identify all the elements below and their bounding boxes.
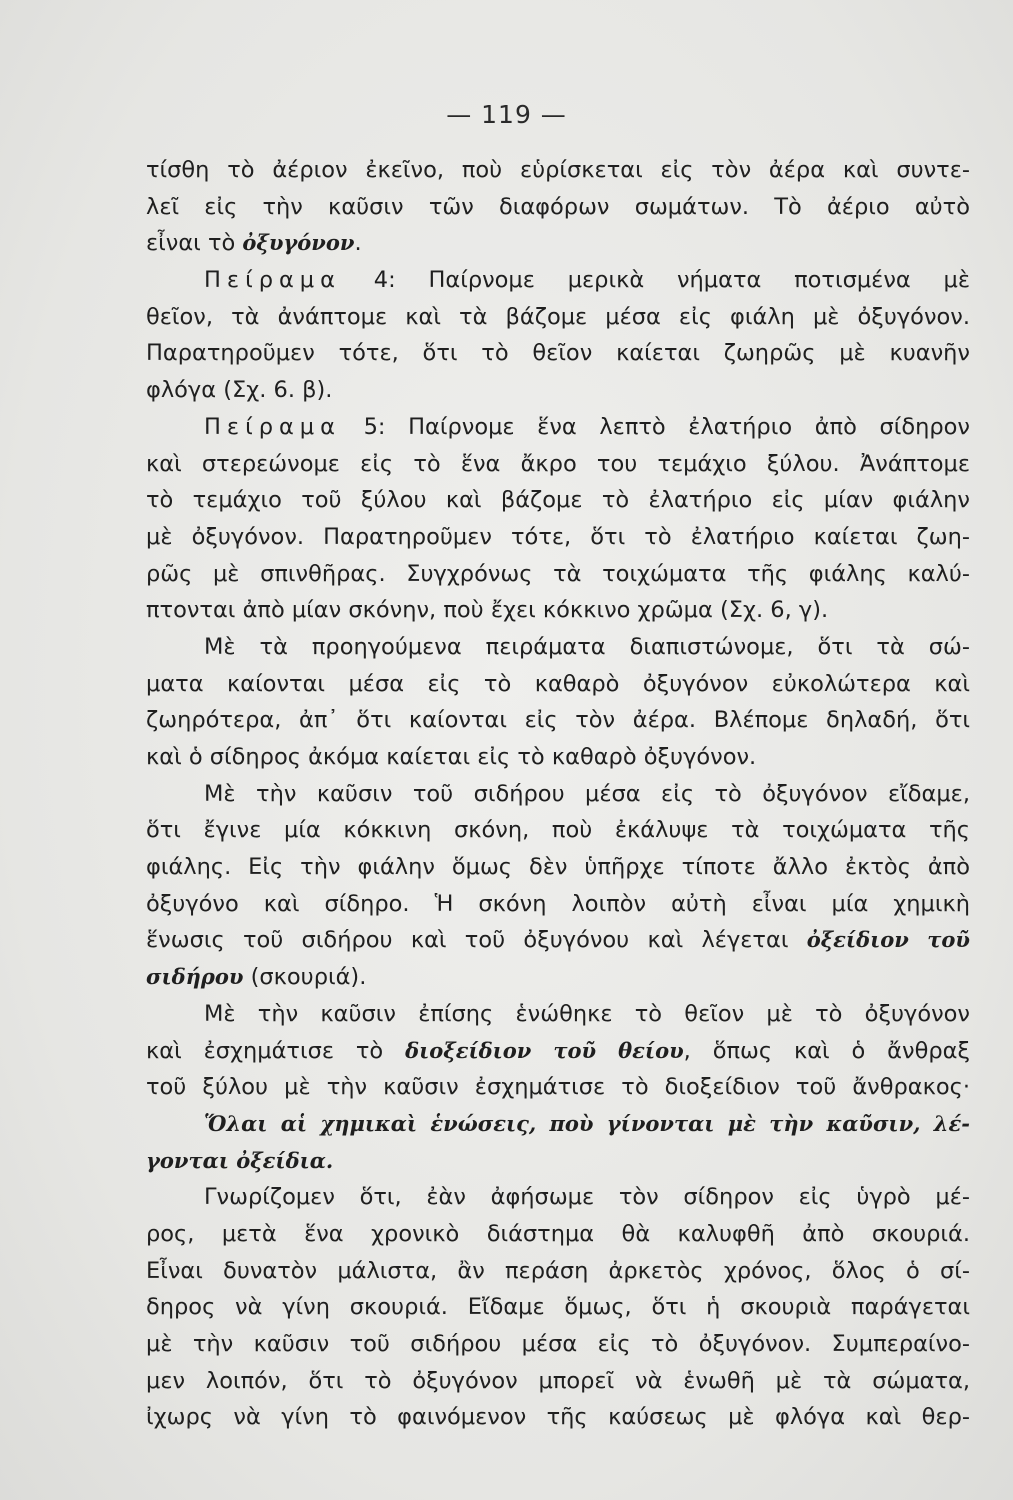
term-iron-oxide-cont: σιδήρου — [146, 964, 244, 990]
text-line: λεῖ εἰς τὴν καῦσιν τῶν διαφόρων σωμάτων. Τὸ ἀέριο αὐτὸ — [146, 193, 970, 220]
text-line: σιδήρου (σκουριά). — [146, 964, 367, 991]
text-line: τίσθη τὸ ἀέριον ἐκεῖνο, ποὺ εὑρίσκεται εἰς τὸν ἀέρα καὶ συντε- — [146, 157, 970, 183]
text-line: τοῦ ξύλου μὲ τὴν καῦσιν ἐσχημάτισε τὸ διοξείδιον τοῦ ἄνθρακος· — [146, 1074, 970, 1101]
text-line: ἕνωσις τοῦ σιδήρου καὶ τοῦ ὀξυγόνου καὶ λέγεται ὀξείδιον τοῦ — [146, 927, 970, 954]
text-line: Εἶναι δυνατὸν μάλιστα, ἂν περάση ἀρκετὸς χρόνος, ὅλος ὁ σί- — [146, 1257, 970, 1284]
text-line: μὲ ὀξυγόνον. Παρατηροῦμεν τότε, ὅτι τὸ ἐλατήριο καίεται ζωη- — [146, 523, 970, 550]
text-line: μὲ τὴν καῦσιν τοῦ σιδήρου μέσα εἰς τὸ ὀξυγόνον. Συμπεραίνο- — [146, 1331, 970, 1357]
text-line: καὶ ἐσχημάτισε τὸ διοξείδιον τοῦ θείου, ὅπως καὶ ὁ ἄνθραξ — [146, 1037, 970, 1064]
text-line: ὅτι ἔγινε μία κόκκινη σκόνη, ποὺ ἐκάλυψε τὰ τοιχώματα τῆς — [146, 817, 970, 844]
text-line: ὀξυγόνο καὶ σίδηρο. Ἡ σκόνη λοιπὸν αὐτὴ εἶναι μία χημικὴ — [146, 890, 970, 917]
text-line: Μὲ τὴν καῦσιν ἐπίσης ἑνώθηκε τὸ θεῖον μὲ τὸ ὀξυγόνον — [204, 1000, 970, 1027]
text-line: ματα καίονται μέσα εἰς τὸ καθαρὸ ὀξυγόνον εὐκολώτερα καὶ — [146, 670, 970, 697]
text-line: πτονται ἀπὸ μίαν σκόνην, ποὺ ἔχει κόκκινο χρῶμα (Σχ. 6, γ). — [146, 597, 829, 624]
text-line: ἰχωρς νὰ γίνη τὸ φαινόμενον τῆς καύσεως μὲ φλόγα καὶ θερ- — [146, 1404, 970, 1431]
text-line: Παρατηροῦμεν τότε, ὅτι τὸ θεῖον καίεται ζωηρῶς μὲ κυανῆν — [146, 340, 970, 367]
term-iron-oxide: ὀξείδιον τοῦ — [806, 927, 970, 953]
text-line: Μὲ τὰ προηγούμενα πειράματα διαπιστώνομε, ὅτι τὰ σώ- — [204, 633, 970, 660]
text-line: εἶναι τὸ ὀξυγόνον. — [146, 230, 362, 257]
rule-statement: Ὅλαι αἱ χημικαὶ ἑνώσεις, ποὺ γίνονται μὲ τὴν καῦσιν, λέ- — [204, 1110, 970, 1136]
text-line: ρῶς μὲ σπινθῆρας. Συγχρόνως τὰ τοιχώματα τῆς φιάλης καλύ- — [146, 560, 970, 587]
page-number: — 119 — — [446, 100, 567, 129]
term-oxygen: ὀξυγόνον — [242, 230, 355, 256]
text-line: φλόγα (Σχ. 6. β). — [146, 377, 333, 404]
text-line: ζωηρότερα, ἀπ᾽ ὅτι καίονται εἰς τὸν ἀέρα. Βλέπομε δηλαδή, ὅτι — [146, 707, 970, 734]
text-line: Πείραμα 4: Παίρνομε μερικὰ νήματα ποτισμένα μὲ — [204, 267, 970, 294]
text-line: τὸ τεμάχιο τοῦ ξύλου καὶ βάζομε τὸ ἐλατήριο εἰς μίαν φιάλην — [146, 487, 970, 514]
text-line: δηρος νὰ γίνη σκουριά. Εἴδαμε ὅμως, ὅτι ἡ σκουριὰ παράγεται — [146, 1294, 970, 1321]
text-line: Πείραμα 5: Παίρνομε ἕνα λεπτὸ ἐλατήριο ἀπὸ σίδηρον — [204, 413, 970, 440]
term-sulfur-dioxide: διοξείδιον τοῦ θείου — [405, 1037, 684, 1063]
text-line: ρος, μετὰ ἕνα χρονικὸ διάστημα θὰ καλυφθῆ ἀπὸ σκουριά. — [146, 1220, 970, 1247]
text-line: φιάλης. Εἰς τὴν φιάλην ὅμως δὲν ὑπῆρχε τίποτε ἄλλο ἐκτὸς ἀπὸ — [146, 854, 970, 881]
text-line: Μὲ τὴν καῦσιν τοῦ σιδήρου μέσα εἰς τὸ ὀξυγόνον εἴδαμε, — [204, 780, 970, 807]
text-line: μεν λοιπόν, ὅτι τὸ ὀξυγόνον μπορεῖ νὰ ἑνωθῆ μὲ τὰ σώματα, — [146, 1367, 970, 1394]
body-text — [146, 152, 970, 1436]
experiment-label: Πείραμα — [204, 413, 341, 440]
experiment-label: Πείραμα — [204, 267, 341, 294]
text-line: Γνωρίζομεν ὅτι, ἐὰν ἀφήσωμε τὸν σίδηρον εἰς ὑγρὸ μέ- — [204, 1184, 970, 1211]
rule-statement-cont: γονται ὀξείδια. — [146, 1147, 334, 1173]
text-line: καὶ ὁ σίδηρος ἀκόμα καίεται εἰς τὸ καθαρὸ ὀξυγόνον. — [146, 744, 757, 770]
text-line: θεῖον, τὰ ἀνάπτομε καὶ τὰ βάζομε μέσα εἰς φιάλη μὲ ὀξυγόνον. — [146, 303, 970, 330]
text-line: καὶ στερεώνομε εἰς τὸ ἕνα ἄκρο του τεμάχιο ξύλου. Ἀνάπτομε — [146, 450, 970, 477]
